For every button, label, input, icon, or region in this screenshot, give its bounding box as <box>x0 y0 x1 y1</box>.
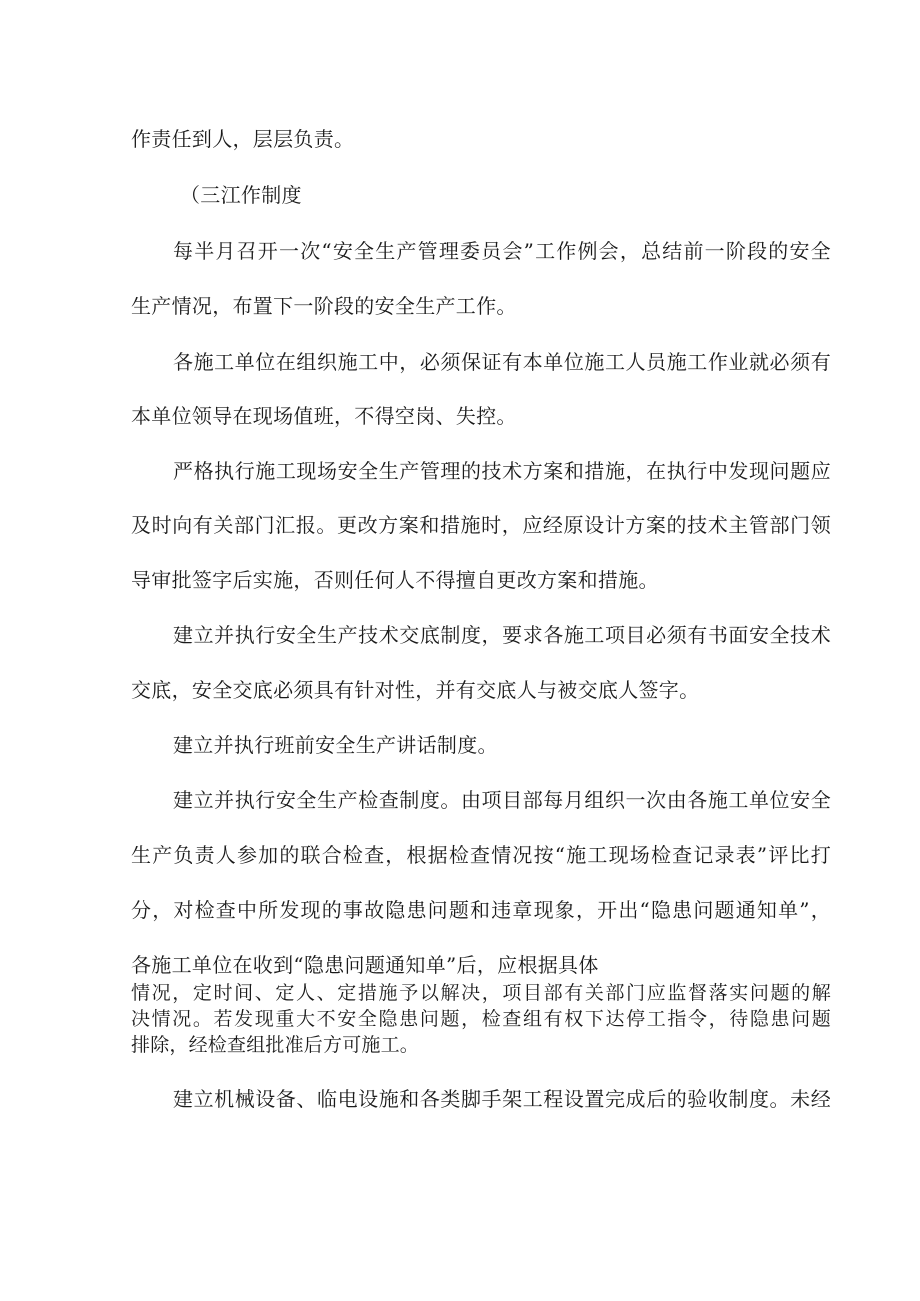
text-line: 严格执行施工现场安全生产管理的技术方案和措施，在执行中发现问题应 <box>173 459 831 483</box>
text-line: 建立并执行安全生产技术交底制度，要求各施工项目必须有书面安全技术 <box>173 623 831 647</box>
text-line: 建立并执行班前安全生产讲话制度。 <box>173 733 498 757</box>
text-line: 建立机械设备、临电设施和各类脚手架工程设置完成后的验收制度。未经 <box>173 1087 831 1111</box>
text-line: 情况，定时间、定人、定措施予以解决，项目部有关部门应监督落实问题的解 <box>131 982 831 1004</box>
text-line: 建立并执行安全生产检查制度。由项目部每月组织一次由各施工单位安全 <box>173 788 831 812</box>
text-line: 分，对检查中所发现的事故隐患问题和违章现象，开出“隐患问题通知单”， <box>131 898 831 922</box>
section-heading: （三江作制度 <box>180 183 302 207</box>
text-line: 排除，经检查组批准后方可施工。 <box>131 1034 420 1056</box>
text-line: 导审批签字后实施，否则任何人不得擅自更改方案和措施。 <box>131 568 659 592</box>
text-line: 各施工单位在组织施工中，必须保证有本单位施工人员施工作业就必须有 <box>173 350 831 374</box>
text-line: 本单位领导在现场值班，不得空岗、失控。 <box>131 404 517 428</box>
text-line: 及时向有关部门汇报。更改方案和措施时，应经原设计方案的技术主管部门领 <box>131 513 831 537</box>
text-line: 每半月召开一次“安全生产管理委员会”工作例会，总结前一阶段的安全 <box>173 239 831 263</box>
text-line: 作责任到人，层层负责。 <box>131 127 355 151</box>
text-line: 各施工单位在收到“隐患问题通知单”后，应根据具体 <box>131 953 599 977</box>
text-line: 交底，安全交底必须具有针对性，并有交底人与被交底人签字。 <box>131 678 700 702</box>
text-line: 生产负责人参加的联合检查，根据检查情况按“施工现场检查记录表”评比打 <box>131 843 831 867</box>
text-line: 生产情况，布置下一阶段的安全生产工作。 <box>131 294 517 318</box>
text-line: 决情况。若发现重大不安全隐患问题，检查组有权下达停工指令，待隐患问题 <box>131 1008 831 1030</box>
